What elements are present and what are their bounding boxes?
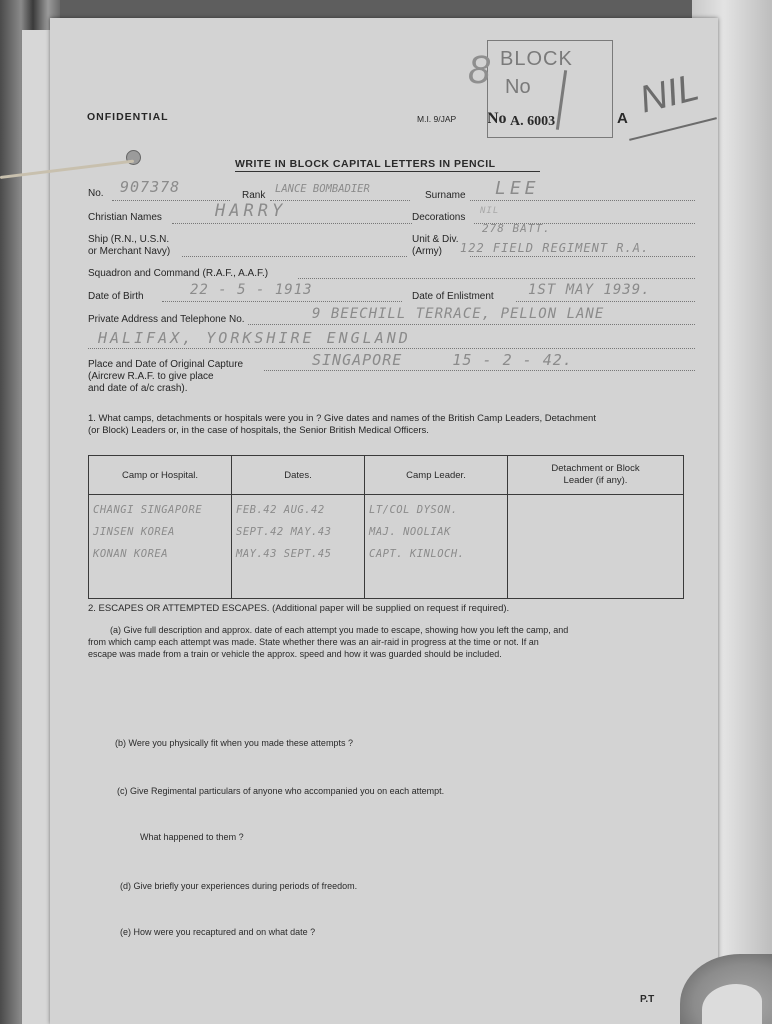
table-cell: KONAN KOREA [93, 548, 169, 560]
page-turn-label: P.T [640, 994, 655, 1005]
table-cell: SEPT.42 MAY.43 [236, 526, 332, 538]
table-cell: JINSEN KOREA [93, 526, 175, 538]
col-camp-header: Camp or Hospital. [89, 456, 232, 495]
form-reference: M.I. 9/JAP [417, 114, 457, 124]
table-cell: CHANGI SINGAPORE [93, 504, 203, 516]
rank-value: LANCE BOMBADIER [275, 183, 370, 195]
question-1-line-1: 1. What camps, detachments or hospitals were you in ? Give dates and names of the British Camp Leaders, Detachment [88, 413, 596, 424]
surname-value: LEE [495, 178, 540, 199]
question-2c-followup: What happened to them ? [140, 832, 244, 842]
unit-value-2: 122 FIELD REGIMENT R.A. [460, 241, 650, 255]
instruction-underline [235, 171, 540, 172]
table-cell: MAJ. NOOLIAK [369, 526, 451, 538]
col-detachment-header: Detachment or Block Leader (if any). [508, 456, 684, 495]
serial-no-label: No [487, 110, 507, 127]
question-2b: (b) Were you physically fit when you made these attempts ? [115, 738, 353, 748]
nil-underline [629, 117, 717, 141]
series-letter: A [617, 110, 628, 127]
dob-value: 22 - 5 - 1913 [190, 282, 313, 298]
squadron-label: Squadron and Command (R.A.F., A.A.F.) [88, 268, 269, 279]
table-cell: MAY.43 SEPT.45 [236, 548, 332, 560]
question-1-line-2: (or Block) Leaders or, in the case of hospitals, the Senior British Medical Officers. [88, 425, 429, 436]
block-stamp-line-1: BLOCK [500, 48, 573, 70]
question-2a-line-3: escape was made from a train or vehicle the approx. speed and how it was guarded should be included. [88, 649, 502, 659]
unit-label-1: Unit & Div. [412, 234, 459, 245]
block-stamp-line-2: No [505, 76, 531, 98]
camps-table-body [89, 495, 684, 599]
question-2e: (e) How were you recaptured and on what date ? [120, 927, 316, 937]
table-cell: CAPT. KINLOCH. [369, 548, 465, 560]
rank-label: Rank [242, 190, 266, 201]
col-dates-header: Dates. [232, 456, 365, 495]
capture-label-2: (Aircrew R.A.F. to give place [88, 371, 214, 382]
question-2a-line-1: (a) Give full description and approx. date of each attempt you made to escape, showing how you left the camp, and [110, 625, 569, 635]
question-2c: (c) Give Regimental particulars of anyone who accompanied you on each attempt. [117, 786, 445, 796]
nil-annotation: NIL [635, 66, 704, 122]
form-instruction: WRITE IN BLOCK CAPITAL LETTERS IN PENCIL [235, 158, 496, 170]
block-number-handwritten: 8 [468, 48, 491, 92]
col-detachment-cells [508, 495, 684, 599]
christian-names-value: HARRY [215, 201, 287, 221]
decorations-label: Decorations [412, 212, 466, 223]
capture-value: SINGAPORE 15 - 2 - 42. [312, 351, 573, 369]
camps-table-header [89, 456, 684, 495]
confidential-mark: ONFIDENTIAL [87, 111, 169, 123]
capture-label-1: Place and Date of Original Capture [88, 359, 244, 370]
capture-label-3: and date of a/c crash). [88, 383, 188, 394]
christian-names-label: Christian Names [88, 212, 162, 223]
enlistment-label: Date of Enlistment [412, 291, 494, 302]
address-value-2: HALIFAX, YORKSHIRE ENGLAND [98, 329, 411, 347]
question-2a-line-2: from which camp each attempt was made. State whether there was an air-raid in progress at the time or not. If an [88, 637, 539, 647]
address-label: Private Address and Telephone No. [88, 314, 245, 325]
surname-label: Surname [425, 190, 466, 201]
ship-label-2: or Merchant Navy) [88, 246, 171, 257]
service-no-label: No. [88, 188, 104, 199]
unit-value-1: 278 BATT. [482, 222, 551, 235]
enlistment-value: 1ST MAY 1939. [528, 282, 651, 298]
ship-label-1: Ship (R.N., U.S.N. [88, 234, 170, 245]
col-camp-cells [89, 495, 232, 599]
col-leader-header: Camp Leader. [365, 456, 508, 495]
address-value-1: 9 BEECHILL TERRACE, PELLON LANE [312, 306, 605, 322]
question-2-title: 2. ESCAPES OR ATTEMPTED ESCAPES. (Additional paper will be supplied on request if required). [88, 603, 510, 614]
col-leader-cells [365, 495, 508, 599]
unit-label-2: (Army) [412, 246, 442, 257]
col-dates-cells [232, 495, 365, 599]
pow-questionnaire-page [50, 18, 718, 1024]
serial-no-value: A. 6003 [510, 114, 556, 129]
question-2d: (d) Give briefly your experiences during periods of freedom. [120, 881, 358, 891]
dob-label: Date of Birth [88, 291, 144, 302]
table-cell: FEB.42 AUG.42 [236, 504, 325, 516]
service-no-value: 907378 [120, 178, 181, 196]
table-cell: LT/COL DYSON. [369, 504, 458, 516]
decorations-value: NIL [480, 206, 500, 216]
camps-table [88, 455, 684, 599]
